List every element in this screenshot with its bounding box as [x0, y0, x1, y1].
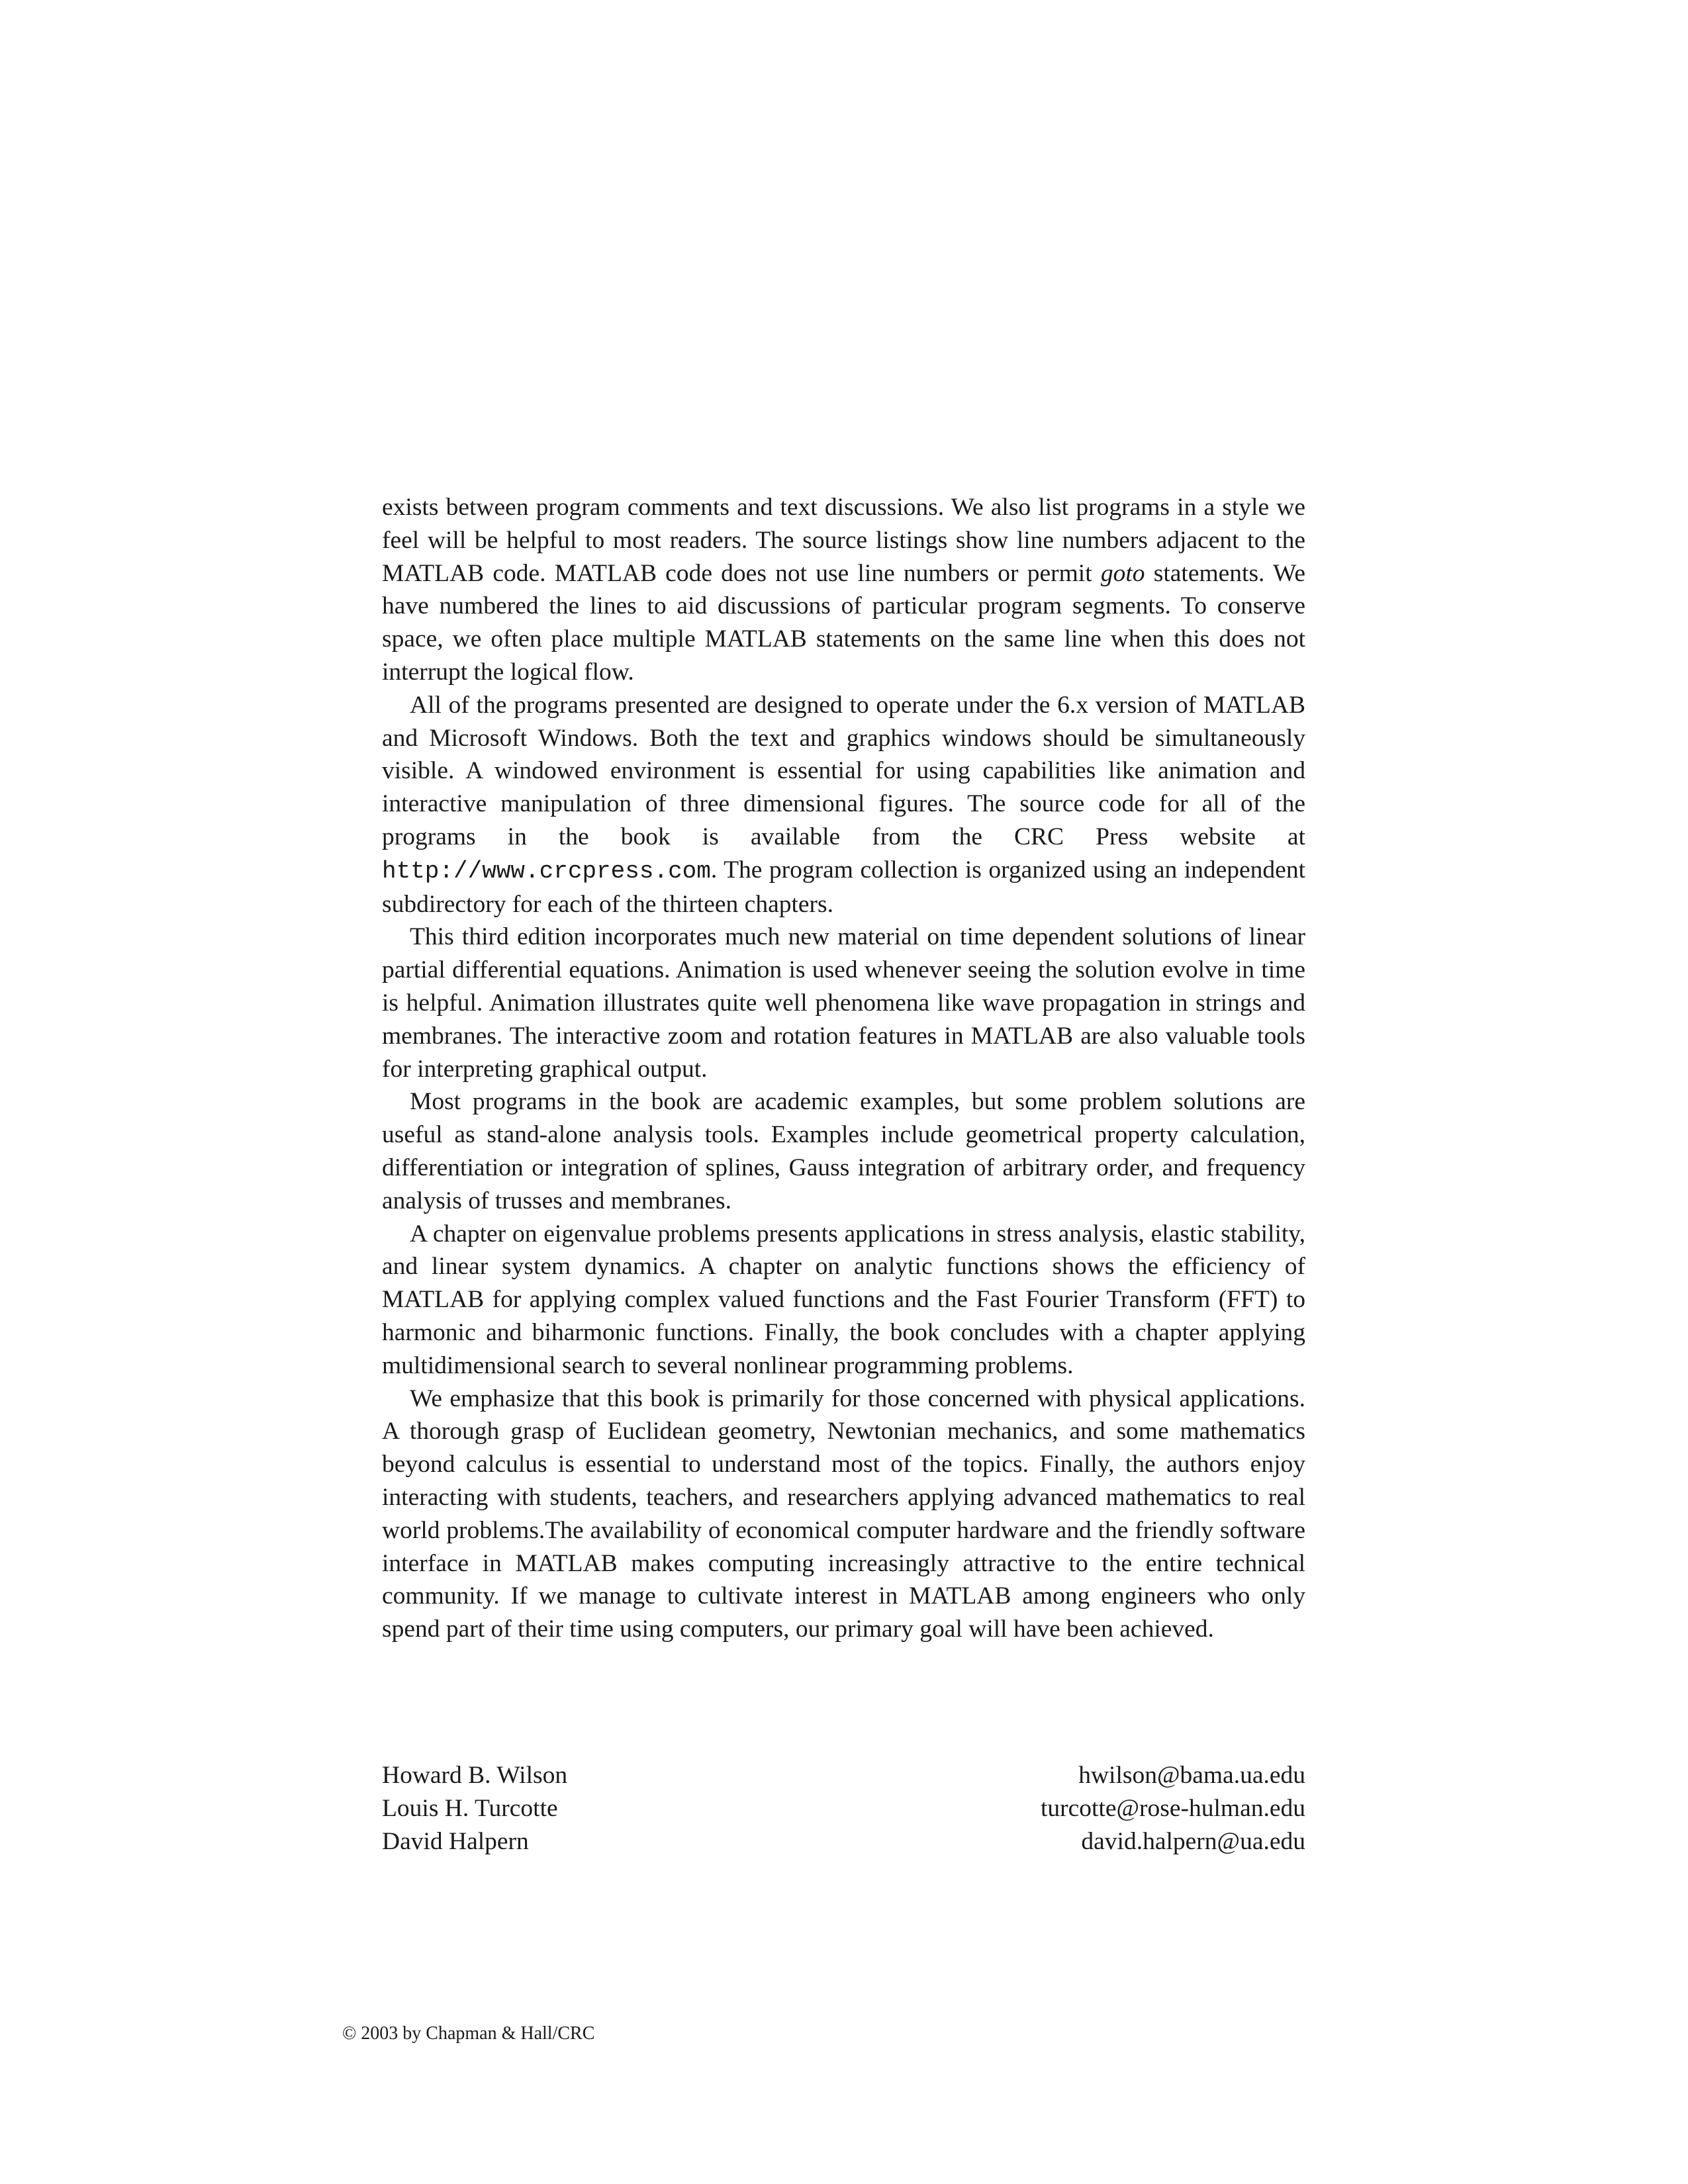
text-run: We emphasize that this book is primarily for those concerned with physical applications. A thorough grasp of Euclidean geometry, Newtonian mechanics, and some mathematics beyond calculus is essential to understand most of the topics. Finally, the authors enjoy interacting with students, teachers, and researchers applying advanced mathematics to real world problems.The availability of economical computer hardware and the friendly software interface in MATLAB makes computing increasingly attractive to the entire technical community. If we manage to cultivate interest in MATLAB among engineers who only spend part of their time using computers, our primary goal will have been achieved.	[382, 1385, 1305, 1643]
preface-body	[382, 491, 1305, 1646]
text-run: . The program collection is organized using an independent subdirectory for each of the thirteen chapters.	[382, 856, 1305, 918]
author-email: hwilson@bama.ua.edu	[1078, 1762, 1305, 1789]
author-row	[382, 1825, 1305, 1858]
author-signatures	[382, 1759, 1305, 1858]
italic-term: goto	[1100, 559, 1145, 587]
author-name: David Halpern	[382, 1828, 529, 1855]
paragraph	[382, 1218, 1305, 1383]
paragraph	[382, 1383, 1305, 1646]
text-run: Most programs in the book are academic examples, but some problem solutions are useful as stand-alone analysis tools. Examples include geometrical property calculation, differentiation or integration of splines, Gauss integration of arbitrary order, and frequency analysis of trusses and membranes.	[382, 1088, 1305, 1214]
paragraph	[382, 921, 1305, 1085]
author-email: turcotte@rose-hulman.edu	[1040, 1795, 1305, 1822]
paragraph	[382, 689, 1305, 921]
text-run: statements. We have numbered the lines to aid discussions of particular program segments. To conserve space, we often place multiple MATLAB statements on the same line when this does not interrupt the logical flow.	[382, 559, 1305, 686]
website-url: http://www.crcpress.com	[382, 857, 711, 885]
author-row	[382, 1759, 1305, 1792]
text-run: This third edition incorporates much new material on time dependent solutions of linear partial differential equations. Animation is used whenever seeing the solution evolve in time is helpful. Animation illustrates quite well phenomena like wave propagation in strings and membranes. The interactive zoom and rotation features in MATLAB are also valuable tools for interpreting graphical output.	[382, 923, 1305, 1083]
author-email: david.halpern@ua.edu	[1081, 1828, 1305, 1855]
text-run: All of the programs presented are designed to operate under the 6.x version of MATLAB and Microsoft Windows. Both the text and graphics windows should be simultaneously visible. A windowed environment is essential for using capabilities like animation and interactive manipulation of three dimensional figures. The source code for all of the programs in the book is available from the CRC Press website at	[382, 691, 1305, 850]
author-row	[382, 1792, 1305, 1825]
paragraph	[382, 1085, 1305, 1217]
author-name: Howard B. Wilson	[382, 1762, 568, 1789]
author-name: Louis H. Turcotte	[382, 1795, 558, 1822]
paragraph	[382, 491, 1305, 689]
copyright-notice: © 2003 by Chapman & Hall/CRC	[342, 2023, 595, 2044]
text-run: A chapter on eigenvalue problems presents applications in stress analysis, elastic stability, and linear system dynamics. A chapter on analytic functions shows the efficiency of MATLAB for applying complex valued functions and the Fast Fourier Transform (FFT) to harmonic and biharmonic functions. Finally, the book concludes with a chapter applying multidimensional search to several nonlinear programming problems.	[382, 1220, 1305, 1379]
text-run: exists between program comments and text discussions. We also list programs in a style we feel will be helpful to most readers. The source listings show line numbers adjacent to the MATLAB code. MATLAB code does not use line numbers or permit	[382, 494, 1305, 587]
